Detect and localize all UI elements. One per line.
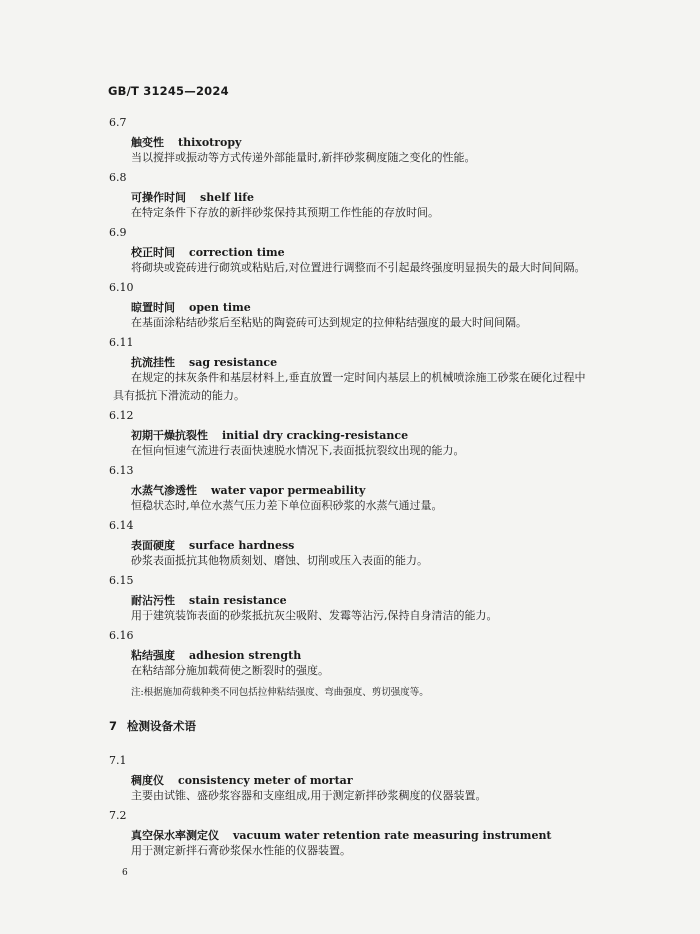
term-definition: 主要由试锥、盛砂浆容器和支座组成,用于测定新拌砂浆稠度的仪器装置。 [131,789,487,802]
term-en: vacuum water retention rate measuring instrument [233,829,552,842]
term-definition: 在恒向恒速气流进行表面快速脱水情况下,表面抵抗裂纹出现的能力。 [131,444,465,457]
term-definition: 砂浆表面抵抗其他物质刻划、磨蚀、切削或压入表面的能力。 [131,554,428,567]
clause-number: 6.7 [109,116,127,129]
term-heading [131,244,285,260]
term-en: adhesion strength [189,649,302,662]
clause-number: 7.2 [109,809,127,822]
clause-number: 6.12 [109,409,134,422]
term-zh: 触变性 [131,136,164,149]
term-definition: 当以搅拌或振动等方式传递外部能量时,新拌砂浆稠度随之变化的性能。 [131,151,476,164]
term-zh: 抗流挂性 [131,356,175,369]
term-heading [131,427,408,443]
term-zh: 耐沾污性 [131,594,175,607]
clause-number: 6.15 [109,574,134,587]
term-en: open time [189,301,251,314]
term-definition: 在粘结部分施加载荷使之断裂时的强度。 [131,664,329,677]
section-heading [109,718,196,734]
standard-number: GB/T 31245—2024 [108,84,229,98]
term-en: consistency meter of mortar [178,774,353,787]
term-definition: 将砌块或瓷砖进行砌筑或粘贴后,对位置进行调整而不引起最终强度明显损失的最大时间间隔。 [131,261,586,274]
term-heading [131,537,294,553]
term-definition: 在特定条件下存放的新拌砂浆保持其预期工作性能的存放时间。 [131,206,439,219]
clause-number: 6.14 [109,519,134,532]
term-definition-continued: 具有抵抗下滑流动的能力。 [113,389,245,402]
clause-number: 6.16 [109,629,134,642]
term-zh: 晾置时间 [131,301,175,314]
term-zh: 真空保水率测定仪 [131,829,219,842]
term-definition: 在基面涂粘结砂浆后至粘贴的陶瓷砖可达到规定的拉伸粘结强度的最大时间间隔。 [131,316,527,329]
term-zh: 校正时间 [131,246,175,259]
term-definition: 在规定的抹灰条件和基层材料上,垂直放置一定时间内基层上的机械喷涂施工砂浆在硬化过程中 [131,371,586,384]
term-heading [131,647,301,663]
term-zh: 表面硬度 [131,539,175,552]
clause-number: 7.1 [109,754,127,767]
term-en: shelf life [200,191,255,204]
clause-number: 6.11 [109,336,134,349]
term-en: water vapor permeability [211,484,366,497]
term-definition: 用于建筑装饰表面的砂浆抵抗灰尘吸附、发霉等沾污,保持自身清洁的能力。 [131,609,498,622]
term-note: 注:根据施加荷载种类不同包括拉伸粘结强度、弯曲强度、剪切强度等。 [131,687,429,698]
term-en: surface hardness [189,539,295,552]
term-en: thixotropy [178,136,242,149]
term-heading [131,482,365,498]
term-heading [131,354,277,370]
term-zh: 粘结强度 [131,649,175,662]
clause-number: 6.10 [109,281,134,294]
term-en: stain resistance [189,594,287,607]
clause-number: 6.8 [109,171,127,184]
term-heading [131,772,353,788]
term-zh: 可操作时间 [131,191,186,204]
page-number: 6 [122,868,128,878]
clause-number: 6.13 [109,464,134,477]
term-zh: 初期干燥抗裂性 [131,429,208,442]
term-definition: 恒稳状态时,单位水蒸气压力差下单位面积砂浆的水蒸气通过量。 [131,499,443,512]
term-zh: 水蒸气渗透性 [131,484,197,497]
term-heading [131,299,251,315]
term-heading [131,134,241,150]
term-en: initial dry cracking-resistance [222,429,409,442]
term-heading [131,827,552,843]
section-title: 检测设备术语 [127,719,197,733]
term-en: correction time [189,246,285,259]
term-heading [131,189,254,205]
section-number: 7 [109,719,118,733]
clause-number: 6.9 [109,226,127,239]
term-definition: 用于测定新拌石膏砂浆保水性能的仪器装置。 [131,844,351,857]
term-heading [131,592,287,608]
term-zh: 稠度仪 [131,774,164,787]
term-en: sag resistance [189,356,278,369]
